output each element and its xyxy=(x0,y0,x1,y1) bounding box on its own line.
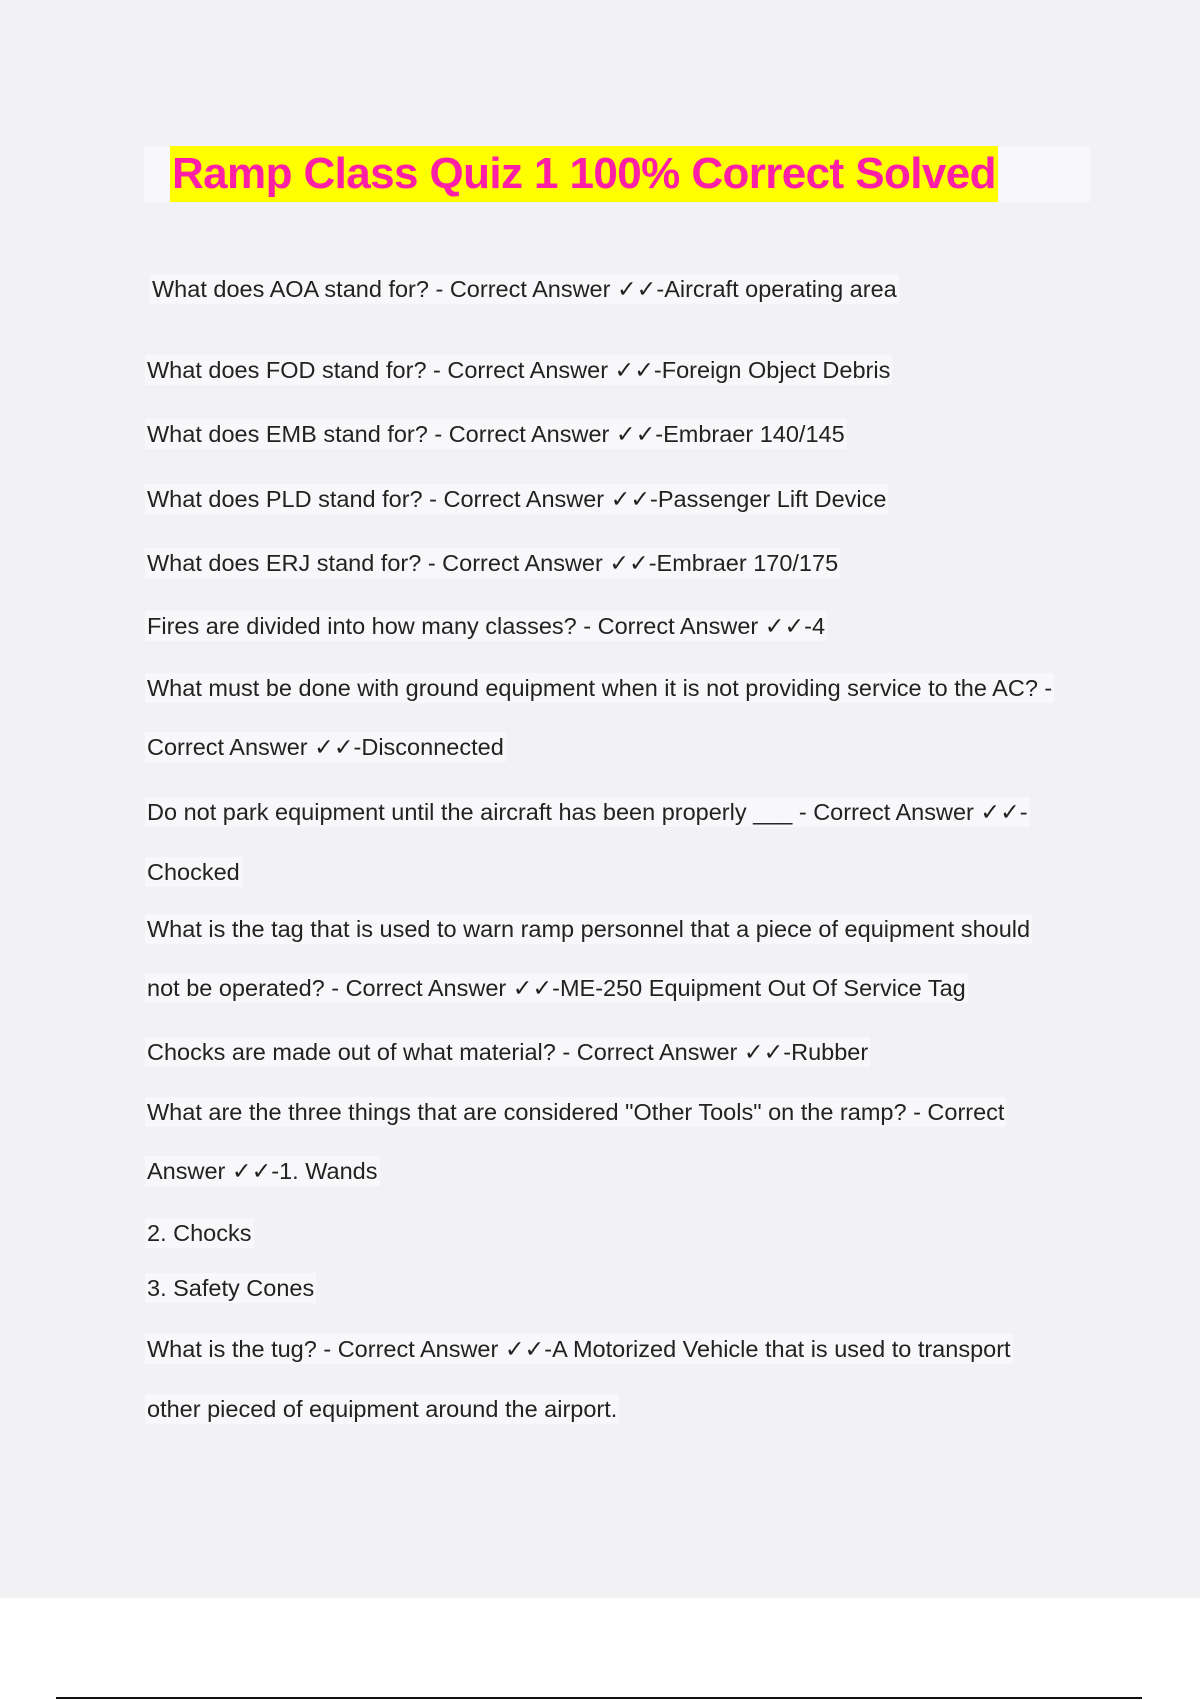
qa-line: What does FOD stand for? - Correct Answer ✓✓-Foreign Object Debris xyxy=(147,357,891,383)
qa-line: 2. Chocks xyxy=(147,1220,252,1246)
qa-line: not be operated? - Correct Answer ✓✓-ME-250 Equipment Out Of Service Tag xyxy=(147,975,966,1001)
qa-line: What is the tag that is used to warn ramp personnel that a piece of equipment should xyxy=(147,916,1031,942)
qa-line: Correct Answer ✓✓-Disconnected xyxy=(147,734,504,760)
qa-line: Fires are divided into how many classes? - Correct Answer ✓✓-4 xyxy=(147,613,826,639)
footer-divider xyxy=(56,1697,1142,1699)
qa-line: What must be done with ground equipment when it is not providing service to the AC? - xyxy=(147,675,1053,701)
qa-line: What does ERJ stand for? - Correct Answer ✓✓-Embraer 170/175 xyxy=(147,550,839,576)
qa-line: Answer ✓✓-1. Wands xyxy=(147,1158,378,1184)
qa-line: Chocked xyxy=(147,859,240,885)
document-title: Ramp Class Quiz 1 100% Correct Solved xyxy=(170,146,998,202)
qa-line: What does AOA stand for? - Correct Answer ✓✓-Aircraft operating area xyxy=(152,276,897,302)
qa-line: Chocks are made out of what material? - Correct Answer ✓✓-Rubber xyxy=(147,1039,869,1065)
qa-line: 3. Safety Cones xyxy=(147,1275,315,1301)
qa-line: What does EMB stand for? - Correct Answer ✓✓-Embraer 140/145 xyxy=(147,421,845,447)
qa-line: Do not park equipment until the aircraft has been properly ___ - Correct Answer ✓✓- xyxy=(147,799,1028,825)
qa-line: What does PLD stand for? - Correct Answer ✓✓-Passenger Lift Device xyxy=(147,486,887,512)
qa-line: What are the three things that are considered "Other Tools" on the ramp? - Correct xyxy=(147,1099,1005,1125)
qa-line: other pieced of equipment around the airport. xyxy=(147,1396,618,1422)
qa-line: What is the tug? - Correct Answer ✓✓-A Motorized Vehicle that is used to transport xyxy=(147,1336,1011,1362)
